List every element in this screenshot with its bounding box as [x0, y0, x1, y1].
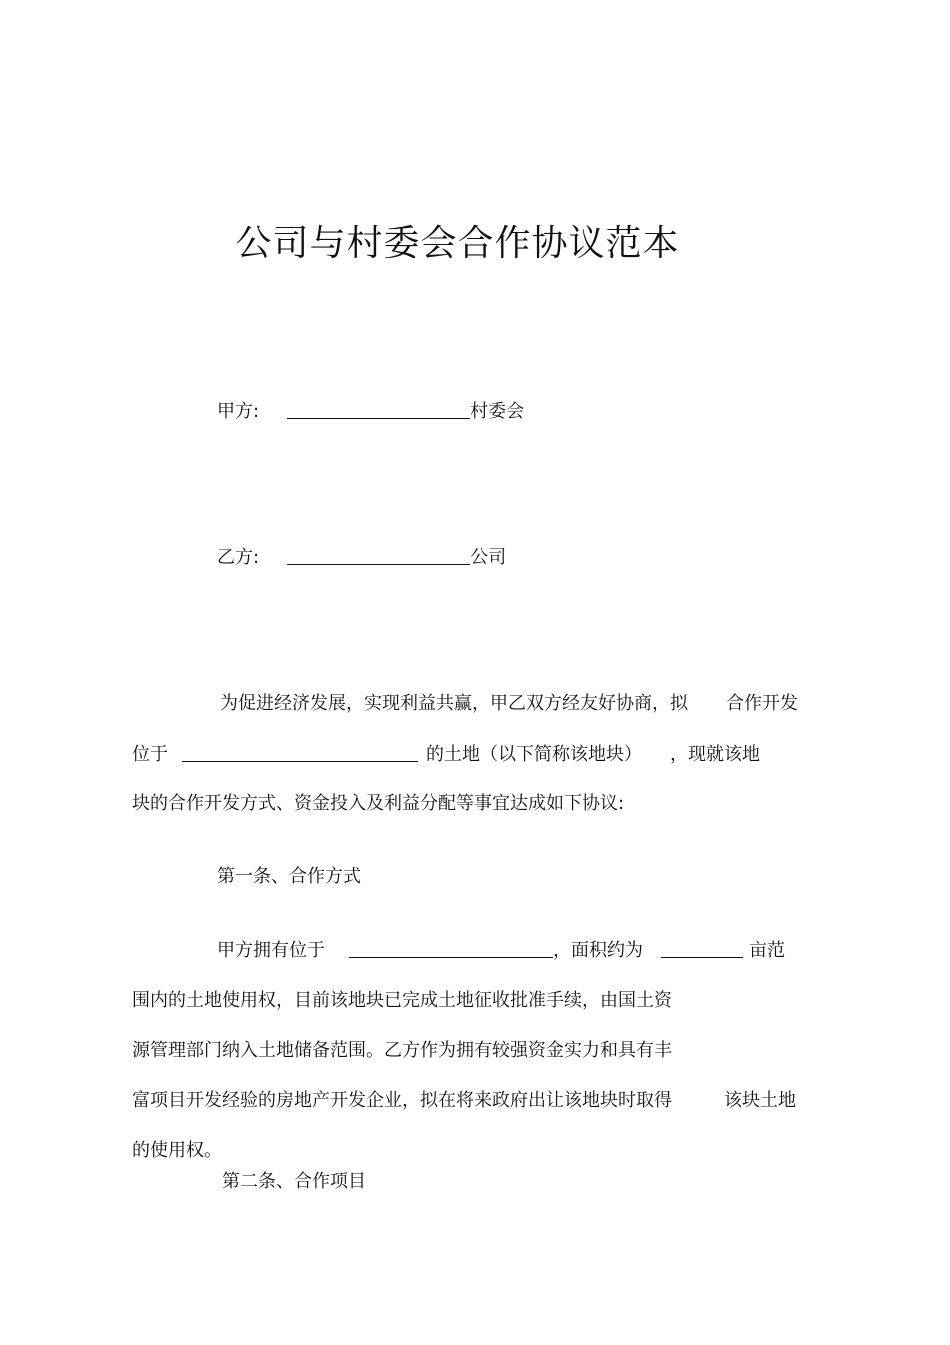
- article-1-line-1: [217, 939, 785, 962]
- party-b-name-blank[interactable]: [287, 546, 470, 565]
- article-1-text-1c: 亩范: [749, 940, 785, 961]
- article-1-text-4b: 该块土地: [724, 1090, 796, 1111]
- intro-text-1a: 为促进经济发展，实现利益共赢，甲乙双方经友好协商，拟: [220, 693, 688, 714]
- intro-line-3: [132, 793, 624, 815]
- land-location-blank[interactable]: [182, 743, 418, 762]
- party-a-line: [217, 400, 524, 423]
- article-1-heading: 第一条、合作方式: [217, 866, 361, 887]
- intro-text-2a: 位于: [132, 744, 168, 765]
- plot-location-blank[interactable]: [349, 939, 553, 958]
- party-b-label: 乙方:: [217, 547, 260, 568]
- intro-line-1: [220, 693, 798, 715]
- article-1-line-3: 源管理部门纳入土地储备范围。乙方作为拥有较强资金实力和具有丰: [132, 1040, 672, 1061]
- document-title: 公司与村委会合作协议范本: [235, 223, 680, 264]
- intro-text-2c: ，现就该地: [670, 744, 760, 765]
- article-1-text-1a: 甲方拥有位于: [217, 940, 325, 961]
- party-a-label: 甲方:: [217, 401, 260, 422]
- intro-line-2: [132, 743, 760, 766]
- article-2-heading: 第二条、合作项目: [222, 1171, 366, 1192]
- intro-text-3: 块的合作开发方式、资金投入及利益分配等事宜达成如下协议:: [132, 793, 625, 814]
- party-a-suffix: 村委会: [470, 401, 525, 422]
- article-1-line-5: 的使用权。: [132, 1140, 222, 1161]
- party-a-name-blank[interactable]: [287, 400, 470, 419]
- intro-text-1b: 合作开发: [726, 693, 798, 714]
- party-b-line: [217, 546, 506, 569]
- article-1-text-1b: ，面积约为: [553, 940, 643, 961]
- intro-text-2b: 的土地（以下简称该地块）: [426, 744, 642, 765]
- article-1-text-4a: 富项目开发经验的房地产开发企业，拟在将来政府出让该地块时取得: [132, 1090, 672, 1111]
- party-b-suffix: 公司: [470, 547, 507, 568]
- article-1-line-4: [132, 1090, 796, 1112]
- article-1-line-2: 围内的土地使用权，目前该地块已完成土地征收批准手续，由国土资: [132, 990, 672, 1011]
- plot-area-blank[interactable]: [661, 939, 743, 958]
